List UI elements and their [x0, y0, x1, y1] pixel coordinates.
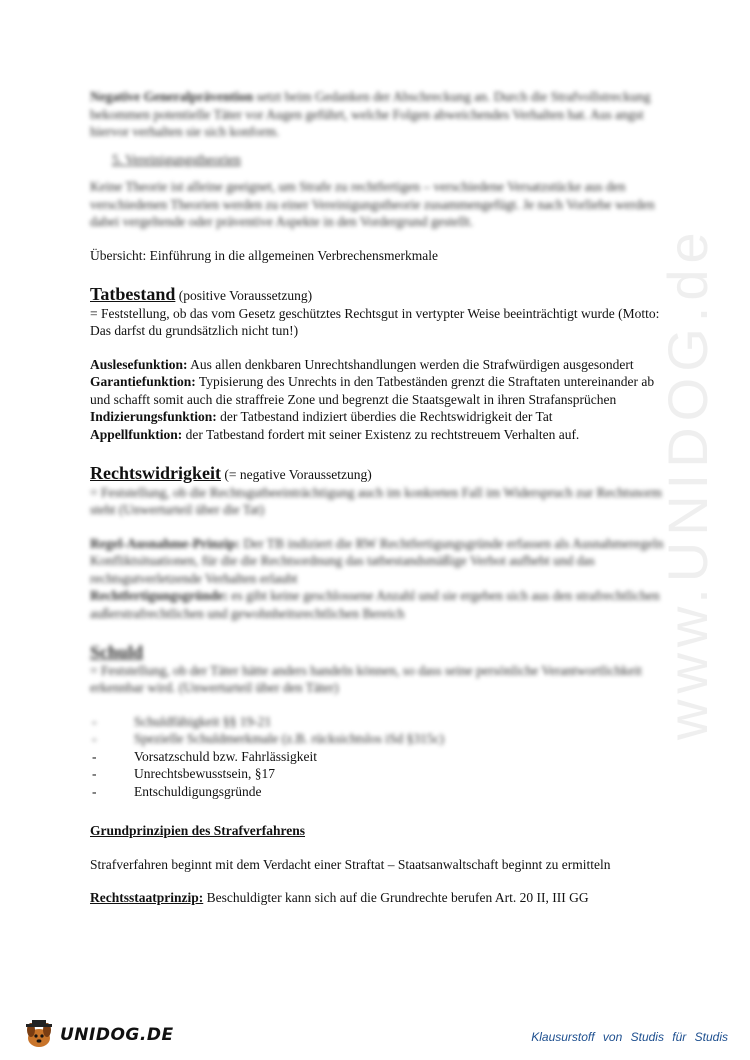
rechtsstaat-line	[90, 889, 670, 907]
vereinigung-paragraph: Keine Theorie ist alleine geeignet, um Strafe zu rechtfertigen – verschiedene Versatzstücke aus den verschiedenen Theorien werden zu einer Vereinigungstheorie zusammengefügt. Je nach Vorliebe werden dabei vergeltende oder präventive Aspekte in den Vordergrund gestellt.	[90, 179, 655, 229]
list-item: - Schuldfähigkeit §§ 19-21	[90, 713, 670, 731]
rw-item	[90, 587, 670, 622]
grundprinzipien-title: Grundprinzipien des Strafverfahrens	[90, 823, 306, 838]
rw-text: Der TB indiziert die RW Rechtfertigungsgründe erfassen als Ausnahmeregeln Konfliktsituationen, für die die Rechtsordnung das tatbestandsmäßige Verbot aufhebt und das rechtsgutverletzende Verhalten erlaubt	[90, 535, 664, 586]
generalpraevention-term: Negative Generalprävention	[90, 89, 254, 104]
rw-text: es gibt keine geschlossene Anzahl und sie ergeben sich aus den strafrechtlichen außerstrafrechtlichen und gewohnheitsrechtlichen Bereich	[90, 588, 660, 621]
function-item	[90, 356, 670, 374]
schuld-list	[90, 713, 670, 801]
dog-icon	[22, 1020, 56, 1050]
rechtswidrigkeit-subtitle: (= negative Voraussetzung)	[224, 467, 372, 482]
function-text: Aus allen denkbaren Unrechtshandlungen werden die Strafwürdigen ausgesondert	[190, 356, 634, 372]
rw-item	[90, 535, 670, 588]
logo-text: UNIDOG.DE	[60, 1025, 174, 1045]
grundprinzipien-text: Strafverfahren beginnt mit dem Verdacht einer Straftat – Staatsanwaltschaft beginnt zu ermitteln	[90, 856, 611, 872]
generalpraevention-paragraph	[90, 88, 670, 141]
unidog-logo	[22, 1020, 174, 1050]
blurred-section-top	[90, 88, 670, 231]
overview-line: Übersicht: Einführung in die allgemeinen Verbrechensmerkmale	[90, 247, 439, 263]
footer-tagline: Klausurstoff von Studis für Studis	[531, 1030, 728, 1044]
function-term: Appellfunktion:	[90, 426, 183, 442]
rechtswidrigkeit-definition: = Feststellung, ob die Rechtsgutbeeinträchtigung auch im konkreten Fall im Widerspruch zur Rechtsnorm steht (Unwerturteil über die Tat)	[90, 484, 662, 517]
vereinigung-heading: 5. Vereinigungstheorien	[112, 151, 241, 167]
rechtsstaat-term: Rechtsstaatprinzip:	[90, 890, 204, 905]
rw-term: Regel-Ausnahme-Prinzip:	[90, 535, 240, 551]
schuld-title: Schuld	[90, 642, 144, 662]
rechtsstaat-text: Beschuldigter kann sich auf die Grundrechte berufen Art. 20 II, III GG	[206, 890, 589, 905]
list-item: - Vorsatzschuld bzw. Fahrlässigkeit	[90, 748, 670, 766]
function-item	[90, 408, 670, 426]
schuld-definition: = Feststellung, ob der Täter hätte anders handeln können, so dass seine persönliche Verantwortlichkeit erkennbar wird. (Unwerturteil über den Täter)	[90, 662, 642, 695]
document-content	[90, 88, 670, 907]
tatbestand-subtitle: (positive Voraussetzung)	[178, 288, 313, 303]
function-item	[90, 373, 670, 408]
watermark: www.UNIDOG.de	[656, 226, 719, 740]
list-item: - Spezielle Schuldmerkmale (z.B. rücksichtslos iSd §315c)	[90, 730, 670, 748]
blurred-section-rechtswidrigkeit	[90, 484, 670, 623]
generalpraevention-text: setzt beim Gedanken der Abschreckung an. Durch die Strafvollstreckung bekommen potentielle Täter vor Augen geführt, welche Folgen abweichendes Verhalten hat. Aus angst hiervor verhalten sie sich konform.	[90, 89, 651, 139]
tatbestand-title: Tatbestand	[90, 284, 176, 304]
function-term: Indizierungsfunktion:	[90, 409, 217, 424]
list-item: - Unrechtsbewusstsein, §17	[90, 765, 670, 783]
tatbestand-heading	[90, 286, 670, 305]
tatbestand-functions	[90, 356, 670, 444]
rechtswidrigkeit-title: Rechtswidrigkeit	[90, 463, 221, 483]
rechtswidrigkeit-heading	[90, 465, 670, 484]
function-text: der Tatbestand indiziert überdies die Rechtswidrigkeit der Tat	[220, 409, 553, 424]
rw-term: Rechtfertigungsgründe:	[90, 588, 228, 603]
tatbestand-definition: = Feststellung, ob das vom Gesetz geschütztes Rechtsgut in vertypter Weise beeinträchtigt wurde (Motto: Das darfst du grundsätzlich nicht tun!)	[90, 305, 660, 338]
function-text: der Tatbestand fordert mit seiner Existenz zu rechtstreuem Verhalten auf.	[185, 426, 580, 442]
function-term: Auslesefunktion:	[90, 356, 188, 372]
function-text: Typisierung des Unrechts in den Tatbeständen grenzt die Straftaten untereinander ab und schafft somit auch die straffreie Zone und begrenzt die Staatsgewalt in ihren Strafansprüchen	[90, 374, 655, 407]
function-item	[90, 426, 670, 444]
blurred-section-schuld	[90, 644, 670, 697]
list-item: - Entschuldigungsgründe	[90, 783, 670, 801]
function-term: Garantiefunktion:	[90, 374, 196, 389]
